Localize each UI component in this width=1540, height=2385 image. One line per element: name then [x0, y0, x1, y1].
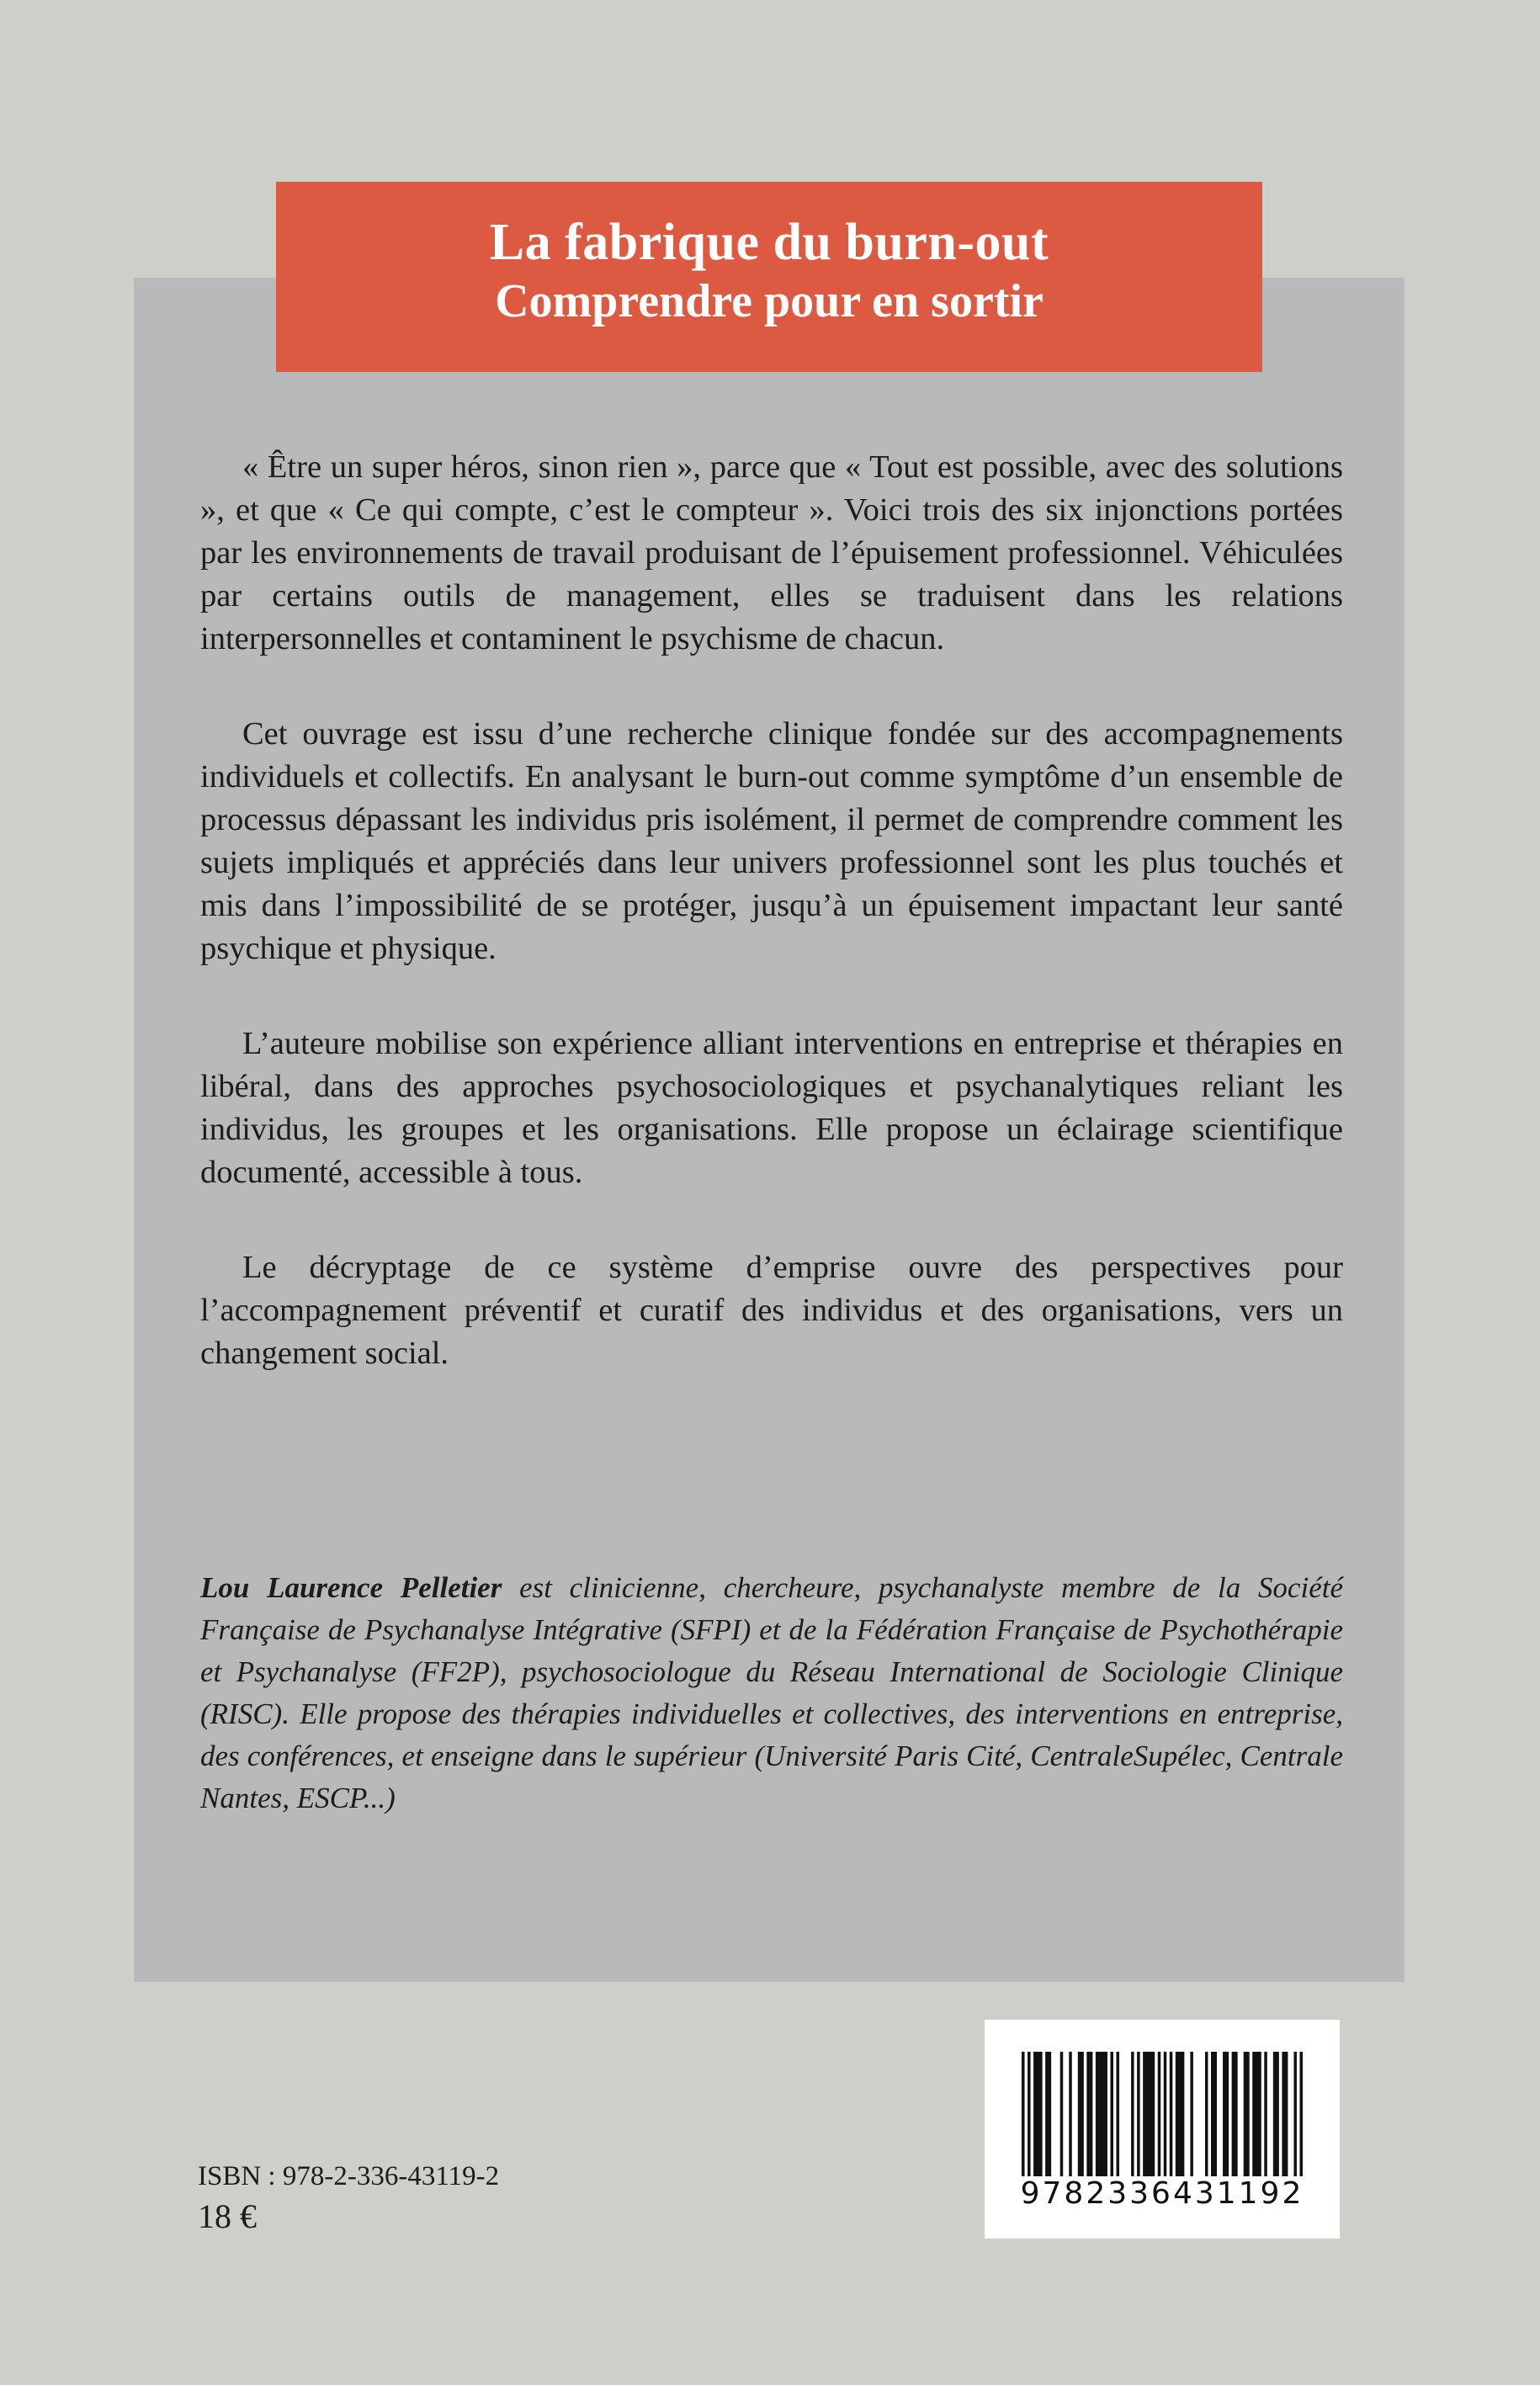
author-bio-text: est clinicienne, chercheure, psychanalyste membre de la Société Française de Psychanalyse Intégrative (SFPI) et de la Fédération Française de Psychothérapie et Psychanalyse (FF2P), psychosociologue du Réseau International de Sociologie Clinique (RISC). Elle propose des thérapies individuelles et collectives, des interventions en entreprise, des conférences, et enseigne dans le supérieur (Université Paris Cité, CentraleSupélec, Centrale Nantes, ESCP...): [200, 1571, 1343, 1814]
barcode-bar: [1069, 2052, 1072, 2176]
barcode-bar: [1264, 2052, 1267, 2176]
barcode-bar: [1022, 2052, 1025, 2176]
barcode-bar: [1176, 2052, 1185, 2176]
barcode-bar: [1078, 2052, 1084, 2176]
barcode-bar: [1110, 2052, 1113, 2176]
barcode-bar: [1170, 2052, 1173, 2176]
barcode-bar: [1045, 2052, 1051, 2176]
barcode-bar: [1273, 2052, 1279, 2176]
barcode-bar: [1252, 2052, 1261, 2176]
barcode-bar: [1096, 2052, 1107, 2176]
barcode-bar: [1060, 2052, 1064, 2176]
barcode-bar: [1223, 2052, 1229, 2176]
barcode-bar: [1143, 2052, 1155, 2176]
barcode-bar: [1211, 2052, 1217, 2176]
blurb-paragraph-4: Le décryptage de ce système d’emprise ouvre des perspectives pour l’accompagnement préventif et curatif des individus et des organisations, vers un changement social.: [200, 1250, 1343, 1371]
blurb-paragraph-3: L’auteure mobilise son expérience alliant interventions en entreprise et thérapies en libéral, dans des approches psychosociologiques et psychanalytiques reliant les individus, les groupes et les organisations. Elle propose un éclairage scientifique documenté, accessible à tous.: [200, 1026, 1343, 1190]
price: 18 €: [198, 2197, 257, 2235]
barcode-bar: [1086, 2052, 1092, 2176]
barcode-bar: [1131, 2052, 1134, 2176]
barcode-bar: [1299, 2052, 1303, 2176]
barcode-bar: [1033, 2052, 1043, 2176]
barcode-bar: [1158, 2052, 1161, 2176]
isbn: ISBN : 978-2-336-43119-2: [198, 2161, 500, 2191]
barcode-bar: [1293, 2052, 1297, 2176]
barcode-number: 9782336431192: [1020, 2176, 1304, 2211]
barcode-bar: [1205, 2052, 1208, 2176]
barcode-bar: [1282, 2052, 1288, 2176]
barcode-bar: [1028, 2052, 1031, 2176]
barcode-bar: [1232, 2052, 1238, 2176]
book-title: La fabrique du burn-out: [489, 214, 1049, 271]
barcode-bar: [1190, 2052, 1193, 2176]
book-subtitle: Comprendre pour en sortir: [495, 275, 1043, 327]
author-bio: [200, 1567, 1343, 1819]
blurb: [200, 446, 1343, 1427]
barcode-bar: [1244, 2052, 1250, 2176]
barcode-bars: [1022, 2052, 1303, 2176]
barcode-bar: [1137, 2052, 1140, 2176]
barcode-bar: [1117, 2052, 1120, 2176]
blurb-paragraph-2: Cet ouvrage est issu d’une recherche clinique fondée sur des accompagnements individuels et collectifs. En analysant le burn-out comme symptôme d’un ensemble de processus dépassant les individus pris isolément, il permet de comprendre comment les sujets impliqués et appréciés dans leur univers professionnel sont les plus touchés et mis dans l’impossibilité de se protéger, jusqu’à un épuisement impactant leur santé psychique et physique.: [200, 716, 1343, 966]
blurb-paragraph-1: « Être un super héros, sinon rien », parce que « Tout est possible, avec des solutions », et que « Ce qui compte, c’est le compteur ». Voici trois des six injonctions portées par les environnements de travail produisant de l’épuisement professionnel. Véhiculées par certains outils de management, elles se traduisent dans les relations interpersonnelles et contaminent le psychisme de chacun.: [200, 449, 1343, 656]
author-name: Lou Laurence Pelletier: [200, 1571, 502, 1604]
barcode: [985, 2020, 1340, 2239]
barcode-bar: [1164, 2052, 1167, 2176]
title-banner: [276, 182, 1262, 372]
